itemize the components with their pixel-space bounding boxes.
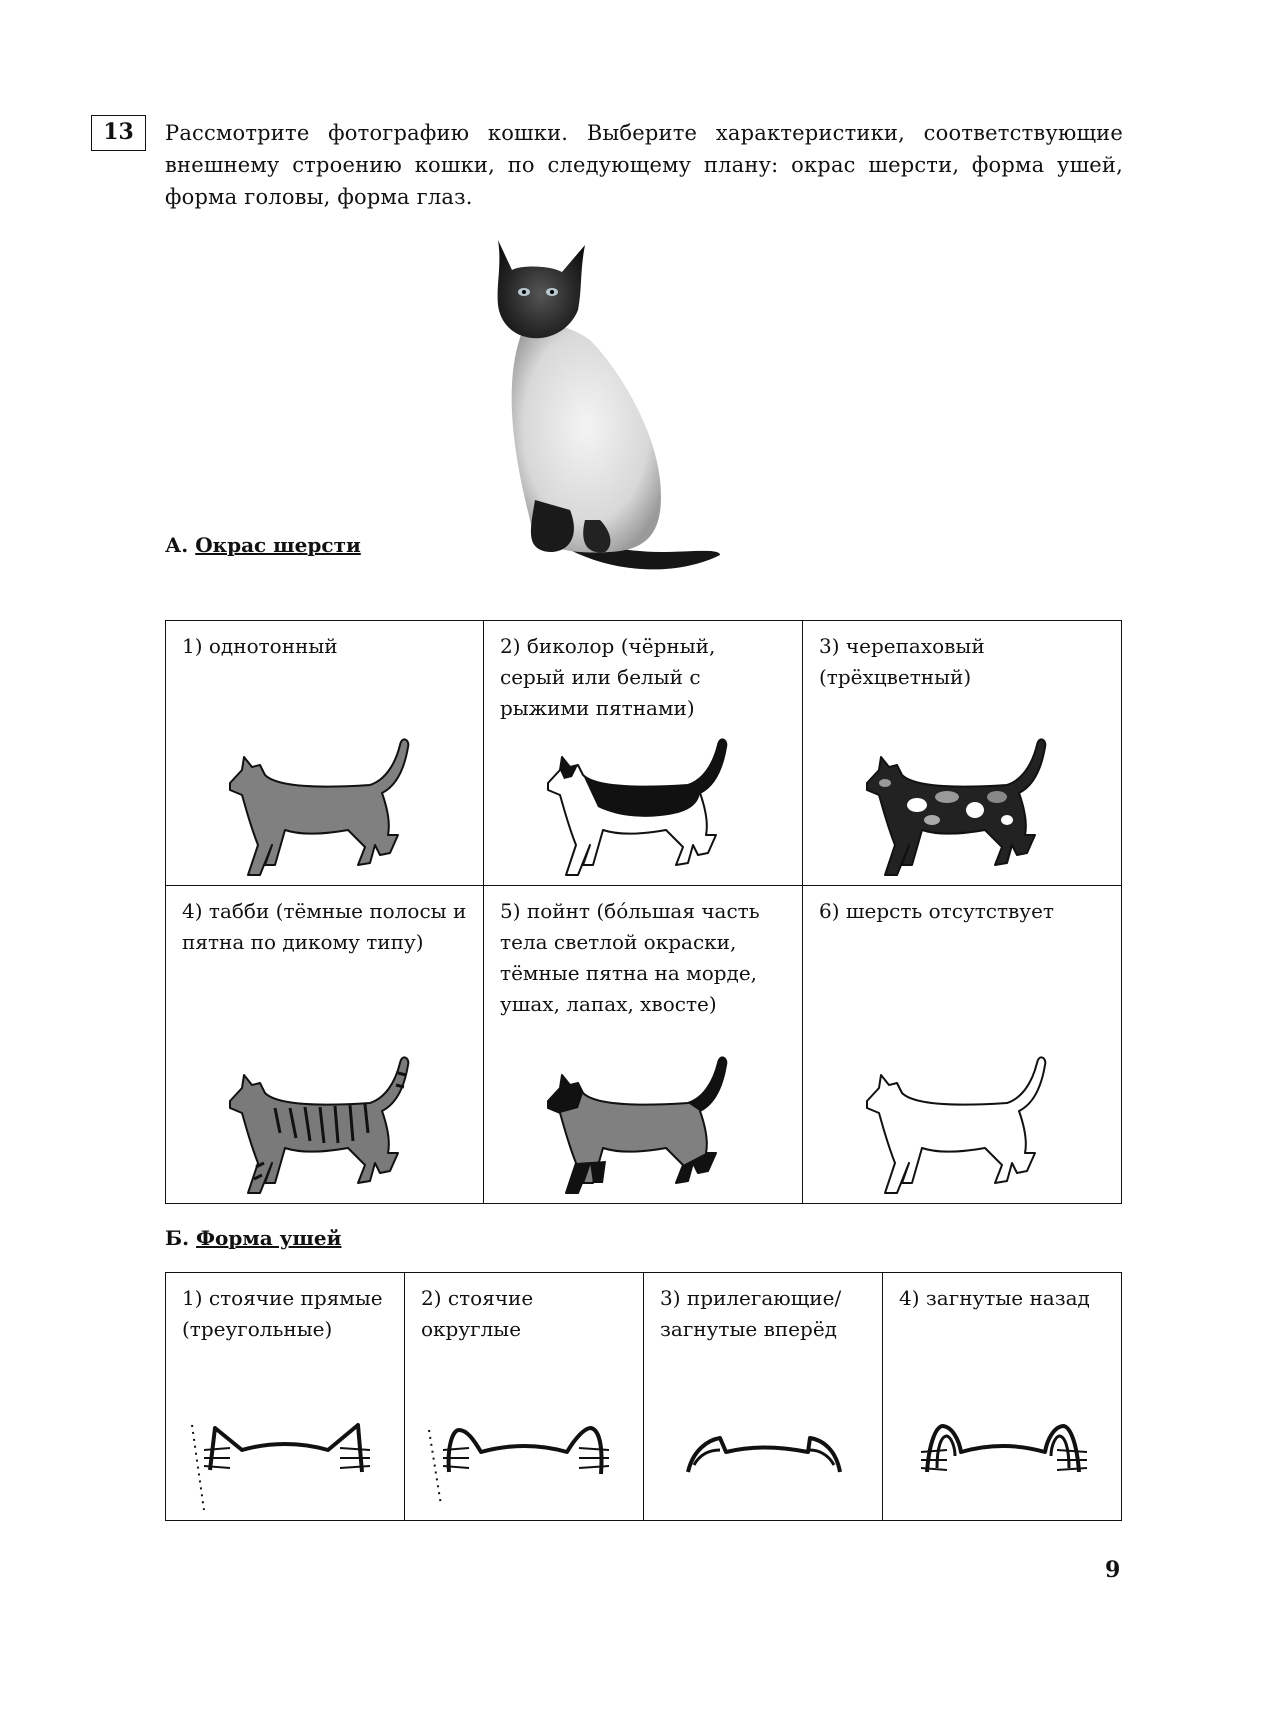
siamese-cat-photo <box>420 230 780 579</box>
section-b-title: Форма ушей <box>196 1226 342 1250</box>
solid-cat-drawing <box>166 735 483 885</box>
section-b-letter: Б. <box>165 1226 190 1250</box>
curled-back-ears-drawing <box>883 1410 1121 1520</box>
folded-forward-ears-drawing <box>644 1410 882 1520</box>
coat-option-4: 4) табби (тёмные полосы и пятна по дикому типу) <box>166 886 484 1204</box>
ear-option-2: 2) стоячие округлые <box>405 1273 644 1521</box>
section-a-title: Окрас шерсти <box>195 533 361 557</box>
section-a-heading <box>165 533 361 557</box>
colorpoint-cat-drawing <box>484 1053 802 1203</box>
coat-option-2: 2) биколор (чёрный, серый или белый с рыжими пятнами) <box>484 621 803 886</box>
ear-option-3: 3) прилегающие/ загнутые вперёд <box>644 1273 883 1521</box>
ear-option-4: 4) загнутые назад <box>883 1273 1122 1521</box>
coat-option-1: 1) однотонный <box>166 621 484 886</box>
tabby-cat-drawing <box>166 1053 483 1203</box>
question-text: Рассмотрите фотографию кошки. Выберите характеристики, соответствующие внешнему строению кошки, по следующему плану: окрас шерсти, форма ушей, форма головы, форма глаз. <box>165 121 1123 209</box>
ear-option-1: 1) стоячие прямые (треугольные) <box>166 1273 405 1521</box>
question-number: 13 <box>91 115 146 151</box>
coat-option-3: 3) черепаховый (трёхцветный) <box>803 621 1122 886</box>
section-b-heading <box>165 1226 341 1250</box>
coat-option-5: 5) пойнт (бóльшая часть тела светлой окраски, тёмные пятна на морде, ушах, лапах, хвосте) <box>484 886 803 1204</box>
tortoiseshell-cat-drawing <box>803 735 1121 885</box>
hairless-cat-drawing <box>803 1053 1121 1203</box>
coat-option-6: 6) шерсть отсутствует <box>803 886 1122 1204</box>
straight-ears-drawing <box>166 1410 404 1520</box>
ear-shape-table <box>165 1272 1122 1521</box>
page-number: 9 <box>1105 1557 1121 1583</box>
coat-color-table <box>165 620 1122 1204</box>
bicolor-cat-drawing <box>484 735 802 885</box>
section-a-letter: А. <box>165 533 189 557</box>
rounded-ears-drawing <box>405 1410 643 1520</box>
